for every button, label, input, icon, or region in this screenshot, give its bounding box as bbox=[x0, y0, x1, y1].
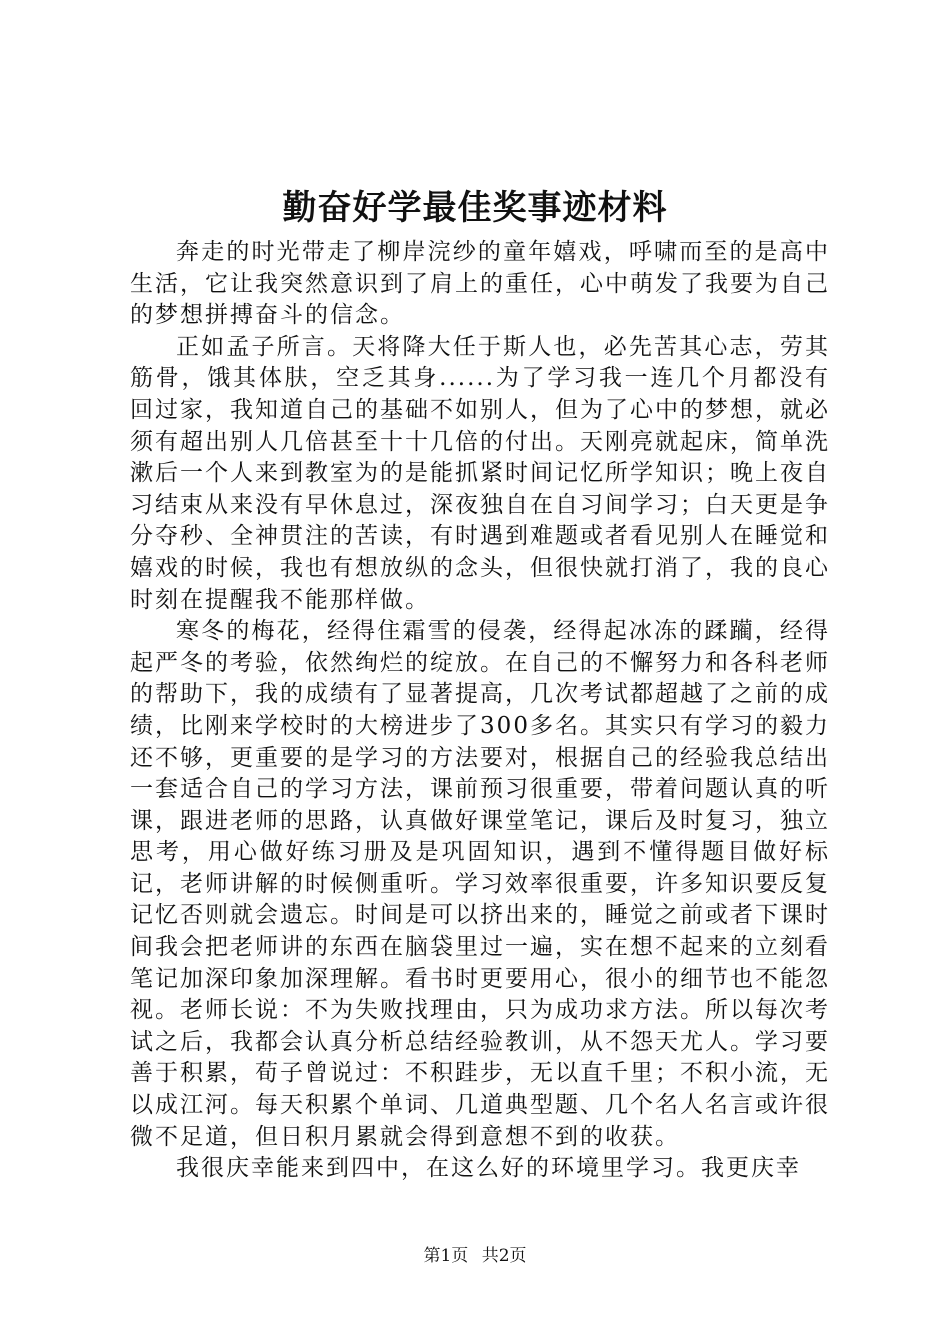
page-total: 共2页 bbox=[481, 1246, 527, 1266]
paragraph-3: 寒冬的梅花，经得住霜雪的侵袭，经得起冰冻的蹂躏，经得起严冬的考验，依然绚烂的绽放。在自己的不懈努力和各科老师的帮助下，我的成绩有了显著提高，几次考试都超越了之前的成绩，比刚来学校时的大榜进步了300多名。其实只有学习的毅力还不够，更重要的是学习的方法要对，根据自己的经验我总结出一套适合自己的学习方法，课前预习很重要，带着问题认真的听课，跟进老师的思路，认真做好课堂笔记，课后及时复习，独立思考，用心做好练习册及是巩固知识，遇到不懂得题目做好标记，老师讲解的时候侧重听。学习效率很重要，许多知识要反复记忆否则就会遗忘。时间是可以挤出来的，睡觉之前或者下课时间我会把老师讲的东西在脑袋里过一遍，实在想不起来的立刻看笔记加深印象加深理解。看书时更要用心，很小的细节也不能忽视。老师长说：不为失败找理由，只为成功求方法。所以每次考试之后，我都会认真分析总结经验教训，从不怨天尤人。学习要善于积累，荀子曾说过：不积跬步，无以直千里；不积小流，无以成江河。每天积累个单词、几道典型题、几个名人名言或许很微不足道，但日积月累就会得到意想不到的收获。 bbox=[130, 618, 830, 1150]
paragraph-1: 奔走的时光带走了柳岸浣纱的童年嬉戏，呼啸而至的是高中生活，它让我突然意识到了肩上的重任，心中萌发了我要为自己的梦想拼搏奋斗的信念。 bbox=[130, 239, 830, 329]
document-title: 勤奋好学最佳奖事迹材料 bbox=[282, 188, 668, 228]
page-footer bbox=[0, 1244, 950, 1268]
paragraph-4: 我很庆幸能来到四中，在这么好的环境里学习。我更庆幸 bbox=[176, 1155, 801, 1182]
page-number: 第1页 bbox=[423, 1246, 469, 1266]
paragraph-2: 正如孟子所言。天将降大任于斯人也，必先苦其心志，劳其筋骨，饿其体肤，空乏其身......为了学习我一连几个月都没有回过家，我知道自己的基础不如别人，但为了心中的梦想，就必须有超出别人几倍甚至十十几倍的付出。天刚亮就起床，简单洗漱后一个人来到教室为的是能抓紧时间记忆所学知识；晚上夜自习结束从来没有早休息过，深夜独自在自习间学习；白天更是争分夺秒、全神贯注的苦读，有时遇到难题或者看见别人在睡觉和嬉戏的时候，我也有想放纵的念头，但很快就打消了，我的良心时刻在提醒我不能那样做。 bbox=[130, 333, 830, 613]
document-body bbox=[130, 237, 830, 1185]
